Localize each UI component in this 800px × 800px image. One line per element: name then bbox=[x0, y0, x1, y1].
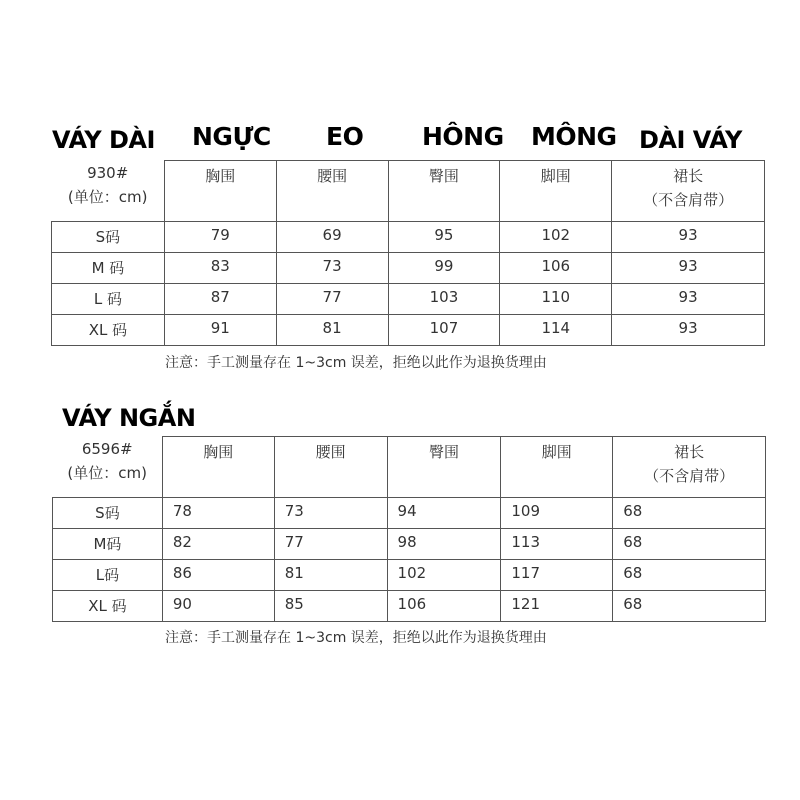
column-header: 脚围 bbox=[500, 161, 612, 222]
value-cell: 93 bbox=[612, 253, 765, 284]
size-cell: XL 码 bbox=[52, 315, 165, 346]
size-cell: L 码 bbox=[52, 284, 165, 315]
value-cell: 109 bbox=[501, 498, 613, 529]
value-cell: 82 bbox=[162, 529, 274, 560]
value-cell: 69 bbox=[276, 222, 388, 253]
column-header: 脚围 bbox=[501, 437, 613, 498]
value-cell: 81 bbox=[276, 315, 388, 346]
value-cell: 106 bbox=[500, 253, 612, 284]
value-cell: 68 bbox=[613, 560, 766, 591]
model-number: 6596# bbox=[81, 439, 133, 458]
value-cell: 81 bbox=[274, 560, 387, 591]
long-dress-heading: VÁY DÀI bbox=[52, 126, 155, 154]
table-row bbox=[52, 253, 765, 284]
value-cell: 90 bbox=[162, 591, 274, 622]
value-cell: 73 bbox=[274, 498, 387, 529]
header-buttock-vn: MÔNG bbox=[531, 122, 617, 151]
table-header-row bbox=[53, 437, 766, 498]
header-waist-vn: EO bbox=[326, 122, 364, 151]
size-cell: M码 bbox=[53, 529, 163, 560]
value-cell: 95 bbox=[388, 222, 500, 253]
value-cell: 93 bbox=[612, 315, 765, 346]
value-cell: 99 bbox=[388, 253, 500, 284]
value-cell: 113 bbox=[501, 529, 613, 560]
value-cell: 98 bbox=[387, 529, 501, 560]
table-header-row bbox=[52, 161, 765, 222]
header-chest-vn: NGỰC bbox=[192, 122, 271, 151]
value-cell: 103 bbox=[388, 284, 500, 315]
value-cell: 117 bbox=[501, 560, 613, 591]
value-cell: 68 bbox=[613, 591, 766, 622]
column-header: 裙长 （不含肩带） bbox=[612, 161, 765, 222]
column-header: 臀围 bbox=[387, 437, 501, 498]
table-row bbox=[52, 222, 765, 253]
header-length-vn: DÀI VÁY bbox=[639, 126, 742, 154]
table-row bbox=[52, 315, 765, 346]
column-header: 裙长 （不含肩带） bbox=[613, 437, 766, 498]
unit-label: (单位：cm) bbox=[67, 187, 148, 206]
value-cell: 102 bbox=[500, 222, 612, 253]
column-header: 腰围 bbox=[274, 437, 387, 498]
size-cell: S码 bbox=[52, 222, 165, 253]
value-cell: 110 bbox=[500, 284, 612, 315]
value-cell: 94 bbox=[387, 498, 501, 529]
column-header: 胸围 bbox=[164, 161, 276, 222]
column-header: 臀围 bbox=[388, 161, 500, 222]
value-cell: 79 bbox=[164, 222, 276, 253]
value-cell: 86 bbox=[162, 560, 274, 591]
column-header-note: （不含肩带） bbox=[643, 191, 734, 209]
table-row bbox=[53, 560, 766, 591]
model-number: 930# bbox=[87, 163, 129, 182]
value-cell: 77 bbox=[276, 284, 388, 315]
value-cell: 106 bbox=[387, 591, 501, 622]
column-header: 腰围 bbox=[276, 161, 388, 222]
value-cell: 93 bbox=[612, 222, 765, 253]
header-hip-vn: HÔNG bbox=[422, 122, 504, 151]
size-cell: L码 bbox=[53, 560, 163, 591]
measurement-note: 注意：手工测量存在 1~3cm 误差，拒绝以此作为退换货理由 bbox=[165, 355, 547, 371]
size-cell: M 码 bbox=[52, 253, 165, 284]
measurement-note: 注意：手工测量存在 1~3cm 误差，拒绝以此作为退换货理由 bbox=[165, 630, 547, 646]
value-cell: 114 bbox=[500, 315, 612, 346]
column-header: 胸围 bbox=[162, 437, 274, 498]
value-cell: 107 bbox=[388, 315, 500, 346]
value-cell: 102 bbox=[387, 560, 501, 591]
model-unit-cell bbox=[52, 161, 165, 222]
value-cell: 121 bbox=[501, 591, 613, 622]
table-row bbox=[53, 529, 766, 560]
table-row bbox=[53, 498, 766, 529]
size-cell: XL 码 bbox=[53, 591, 163, 622]
value-cell: 85 bbox=[274, 591, 387, 622]
table-row bbox=[52, 284, 765, 315]
value-cell: 93 bbox=[612, 284, 765, 315]
value-cell: 78 bbox=[162, 498, 274, 529]
short-dress-size-table bbox=[52, 436, 766, 622]
value-cell: 68 bbox=[613, 498, 766, 529]
model-unit-cell bbox=[53, 437, 163, 498]
column-header-note: （不含肩带） bbox=[644, 467, 735, 485]
size-cell: S码 bbox=[53, 498, 163, 529]
value-cell: 73 bbox=[276, 253, 388, 284]
value-cell: 87 bbox=[164, 284, 276, 315]
unit-label: (单位：cm) bbox=[67, 463, 147, 482]
value-cell: 83 bbox=[164, 253, 276, 284]
short-dress-heading: VÁY NGẮN bbox=[62, 404, 196, 432]
value-cell: 91 bbox=[164, 315, 276, 346]
value-cell: 68 bbox=[613, 529, 766, 560]
long-dress-size-table bbox=[51, 160, 765, 346]
table-row bbox=[53, 591, 766, 622]
value-cell: 77 bbox=[274, 529, 387, 560]
